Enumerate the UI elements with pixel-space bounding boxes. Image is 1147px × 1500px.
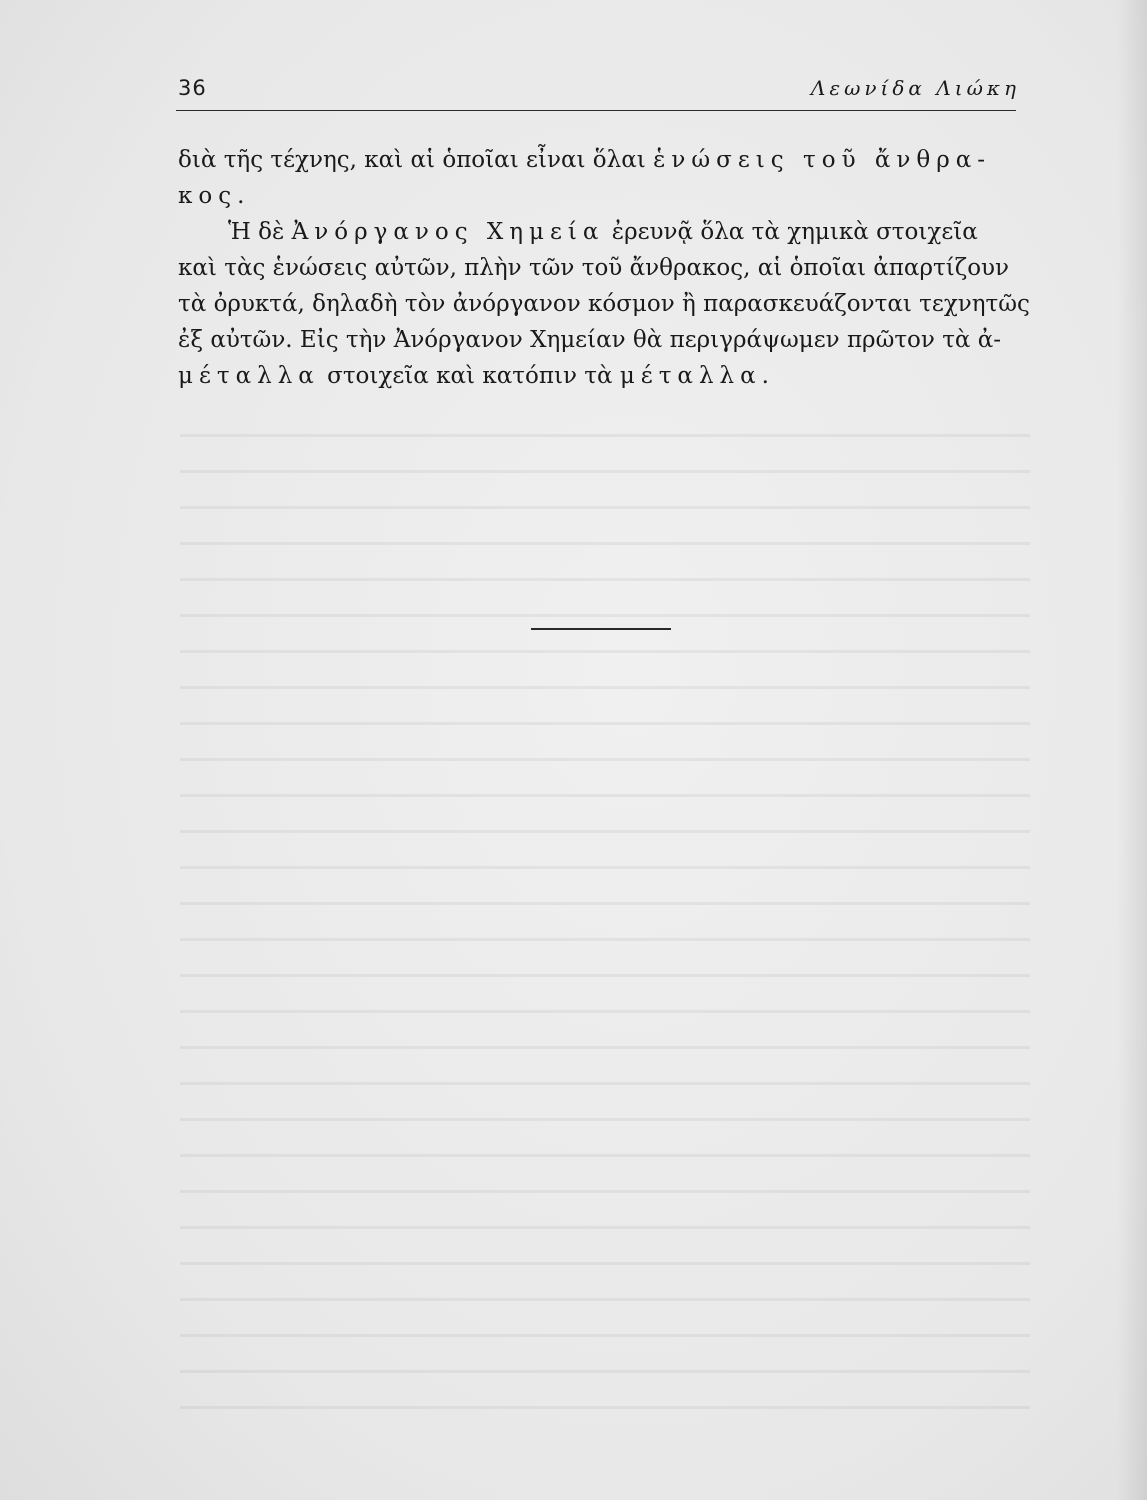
page-number: 36 <box>178 76 207 100</box>
text-line: καὶ τὰς ἑνώσεις αὐτῶν, πλὴν τῶν τοῦ ἄνθρακος, αἱ ὁποῖαι ἀπαρτίζουν <box>178 255 1009 281</box>
header-rule <box>176 110 1016 111</box>
text-line <box>178 358 1020 394</box>
text-line: ἐξ αὐτῶν. Εἰς τὴν Ἀνόργανον Χημείαν θὰ περιγράψωμεν πρῶτον τὰ ἀ- <box>178 327 1002 353</box>
text-line <box>178 214 1020 250</box>
text-span: διὰ τῆς τέχνης, καὶ αἱ ὁποῖαι εἶναι ὅλαι <box>178 147 654 173</box>
emphasized-term: Ἀνόργανος Χημεία <box>291 219 605 245</box>
text-span: στοιχεῖα καὶ κατόπιν τὰ <box>319 363 620 389</box>
text-line <box>178 178 1020 214</box>
page-header <box>178 76 1020 104</box>
text-span: Ἡ δὲ <box>228 219 292 245</box>
emphasized-term: μέταλλα <box>178 363 320 389</box>
emphasized-term: ἑνώσεις τοῦ ἄνθρα- <box>653 147 992 173</box>
emphasized-term: κος. <box>178 183 251 209</box>
text-line: τὰ ὀρυκτά, δηλαδὴ τὸν ἀνόργανον κόσμον ἢ παρασκευάζονται τεχνητῶς <box>178 291 1030 317</box>
text-span: ἐρευνᾷ ὅλα τὰ χημικὰ στοιχεῖα <box>604 219 978 245</box>
section-end-rule <box>531 628 671 630</box>
text-line <box>178 142 1020 178</box>
page-edge-shadow <box>1117 0 1147 1500</box>
text-span: . <box>761 363 769 389</box>
running-head: Λεωνίδα Λιώκη <box>810 76 1020 100</box>
emphasized-term: μέταλλα <box>619 363 762 389</box>
show-through-texture <box>180 410 1030 1410</box>
body-text <box>178 142 1030 394</box>
